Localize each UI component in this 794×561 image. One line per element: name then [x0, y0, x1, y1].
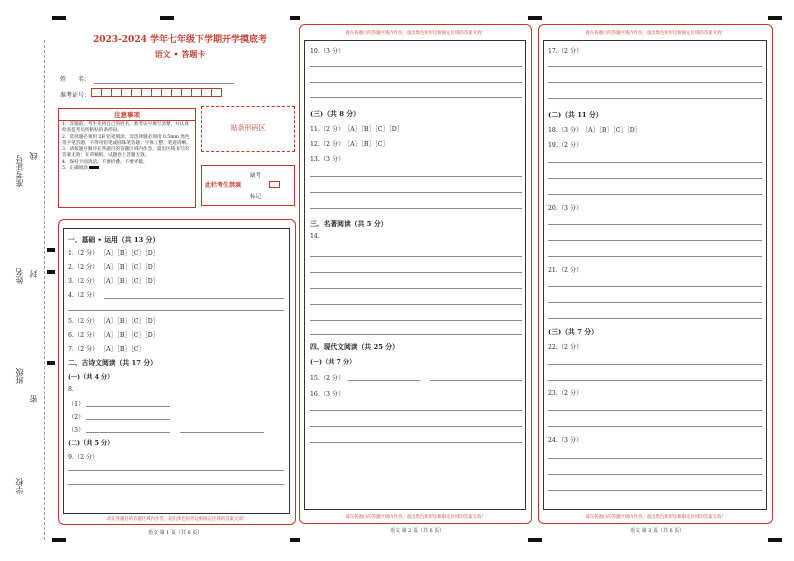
- alignment-mark: [52, 16, 66, 20]
- answer-line[interactable]: [548, 178, 762, 179]
- side-label-seal: 封: [29, 270, 38, 278]
- section-1-title: 一、基础 • 运用（共 13 分）: [68, 236, 160, 244]
- q8-1-label: （1）: [68, 401, 85, 408]
- answer-line[interactable]: [548, 224, 762, 225]
- page-footer-2: 语文 第 2 页（共 6 页）: [390, 528, 445, 534]
- q18-options[interactable]: ［A］［B］［C］［D］: [582, 127, 641, 134]
- q1-options[interactable]: ［A］［B］［C］［D］: [100, 250, 159, 257]
- q8-2-label: （2）: [68, 414, 85, 421]
- answer-line[interactable]: [548, 380, 762, 381]
- exam-title: 2023-2024 学年七年级下学期开学摸底考: [93, 35, 267, 45]
- page-footer-3: 语文 第 3 页（共 6 页）: [630, 528, 685, 534]
- area-notice: 请在各题目的答题区域内作答，超出黑色矩形边框限定区域的答案无效！: [585, 515, 726, 520]
- absent-text-2: 标记: [250, 194, 262, 200]
- absent-text-1: 缺考: [250, 173, 262, 179]
- alignment-mark: [528, 538, 542, 542]
- answer-line[interactable]: [310, 272, 522, 273]
- answer-line[interactable]: [548, 240, 762, 241]
- answer-line[interactable]: [548, 458, 762, 459]
- q2-label: 2.（2 分）: [68, 264, 99, 271]
- subsection-right-2-title: (二)（共 11 分）: [548, 111, 603, 119]
- answer-line[interactable]: [548, 98, 762, 99]
- alignment-mark: [160, 16, 174, 20]
- answer-line[interactable]: [548, 490, 762, 491]
- answer-line[interactable]: [310, 208, 522, 209]
- answer-line[interactable]: [68, 310, 284, 311]
- q5-options[interactable]: ［A］［B］［C］［D］: [100, 318, 159, 325]
- q10-label: 10.（3 分）: [310, 48, 345, 55]
- q12-options[interactable]: ［A］［B］［C］: [344, 141, 389, 148]
- subsection-2-title: (二)（共 5 分）: [68, 440, 114, 447]
- answer-line[interactable]: [86, 406, 170, 407]
- answer-line[interactable]: [548, 364, 762, 365]
- side-label-secret: 密: [29, 395, 38, 403]
- subsection-right-3-title: (三)（共 7 分）: [548, 328, 598, 336]
- area-notice-top: 请在各题目的答题区域内作答，超出黑色矩形边框限定区域的答案无效！: [585, 31, 726, 36]
- binding-line: [44, 40, 45, 540]
- answer-line[interactable]: [310, 66, 522, 67]
- alignment-mark: [528, 16, 542, 20]
- subsection-1-title: (一)（共 4 分）: [68, 374, 114, 381]
- notice-box: [58, 108, 196, 208]
- answer-line[interactable]: [548, 256, 762, 257]
- q8-3-label: （3）: [68, 427, 85, 434]
- q18-label: 18.（3 分）: [548, 127, 583, 134]
- alignment-mark: [768, 16, 782, 20]
- q1-label: 1.（2 分）: [68, 250, 99, 257]
- page-footer-1: 语文 第 1 页（共 6 页）: [148, 530, 203, 536]
- notice-item: 3．请按题号顺序在各题目的答题区域内作答，超出区域书写的答案无效；在草稿纸、试题卷上答题无效。: [62, 147, 189, 159]
- section-3-title: 三、名著阅读（共 5 分）: [310, 220, 388, 228]
- answer-line[interactable]: [548, 474, 762, 475]
- q11-label: 11.（2 分）: [310, 126, 345, 133]
- notice-item-5: 5．正确填涂: [62, 166, 88, 172]
- answer-line[interactable]: [68, 484, 284, 485]
- answer-line[interactable]: [310, 426, 522, 427]
- q15-label: 15.（2 分）: [310, 375, 345, 382]
- q3-label: 3.（2 分）: [68, 278, 99, 285]
- notice-item: [59, 166, 195, 172]
- q22-label: 22.（2 分）: [548, 344, 583, 351]
- filled-sample: [89, 166, 99, 169]
- answer-line[interactable]: [310, 304, 522, 305]
- name-label: 姓 名：: [60, 76, 91, 83]
- q7-label: 7.（2 分）: [68, 346, 99, 353]
- answer-line[interactable]: [310, 334, 522, 335]
- answer-line[interactable]: [430, 380, 522, 381]
- q9-label: 9.（2 分）: [68, 454, 99, 461]
- side-label-name: 姓名: [15, 268, 24, 284]
- q13-label: 13.（3 分）: [310, 156, 345, 163]
- notice-item: 1．答题前，考生先将自己的姓名，准考证号填写清楚，并认真检查监考员所粘贴的条形码。: [62, 122, 189, 134]
- answer-line[interactable]: [548, 410, 762, 411]
- answer-line[interactable]: [548, 286, 762, 287]
- answer-line[interactable]: [548, 82, 762, 83]
- answer-line[interactable]: [310, 320, 522, 321]
- section-2-title: 二、古诗文阅读（共 17 分）: [68, 359, 157, 367]
- answer-line[interactable]: [548, 426, 762, 427]
- q2-options[interactable]: ［A］［B］［C］［D］: [100, 264, 159, 271]
- answer-line[interactable]: [310, 97, 522, 98]
- alignment-mark: [290, 538, 300, 542]
- alignment-mark: [47, 270, 55, 274]
- q6-label: 6.（2 分）: [68, 332, 99, 339]
- answer-line[interactable]: [310, 192, 522, 193]
- q6-options[interactable]: ［A］［B］［C］［D］: [100, 332, 159, 339]
- id-label: 准考证号：: [60, 92, 91, 99]
- q14-label: 14.: [310, 233, 320, 240]
- exam-subtitle: 语文 • 答题卡: [154, 49, 206, 59]
- name-field[interactable]: [94, 83, 234, 84]
- q16-label: 16.（3 分）: [310, 391, 345, 398]
- q19-label: 19.（2 分）: [548, 142, 583, 149]
- side-label-class: 班级: [15, 368, 24, 384]
- alignment-mark: [290, 16, 300, 20]
- q21-label: 21.（2 分）: [548, 267, 583, 274]
- q4-label: 4.（2 分）: [68, 292, 99, 299]
- answer-line[interactable]: [310, 410, 522, 411]
- section-mid-3-title: (三)（共 8 分）: [310, 110, 360, 118]
- answer-line[interactable]: [548, 302, 762, 303]
- side-label-id: 准考证号: [15, 155, 24, 187]
- q23-label: 23.（2 分）: [548, 390, 583, 397]
- answer-line[interactable]: [104, 298, 284, 299]
- answer-line[interactable]: [348, 380, 420, 381]
- absent-checkbox[interactable]: [269, 181, 280, 188]
- q12-label: 12.（2 分）: [310, 141, 345, 148]
- area-notice-top: 请在各题目的答题区域内作答，超出黑色矩形边框限定区域的答案无效！: [345, 31, 486, 36]
- q7-options[interactable]: ［A］［B］［C］: [100, 346, 145, 353]
- answer-line[interactable]: [68, 470, 284, 471]
- q17-label: 17.（2 分）: [548, 48, 583, 55]
- answer-line[interactable]: [86, 419, 170, 420]
- answer-line[interactable]: [548, 318, 762, 319]
- area-notice: 请在各题目的答题区域内作答，超出黑色矩形边框限定区域的答案无效！: [345, 515, 486, 520]
- answer-line[interactable]: [548, 162, 762, 163]
- q3-options[interactable]: ［A］［B］［C］［D］: [100, 278, 159, 285]
- subsection-mid-1-title: (一)（共 7 分）: [310, 359, 356, 366]
- answer-line[interactable]: [310, 256, 522, 257]
- q24-label: 24.（3 分）: [548, 437, 583, 444]
- alignment-mark: [47, 248, 55, 252]
- answer-line[interactable]: [548, 194, 762, 195]
- answer-line[interactable]: [86, 432, 170, 433]
- id-boxes[interactable]: [92, 88, 222, 97]
- side-label-school: 学校: [15, 478, 24, 494]
- q8-label: 8.: [68, 386, 74, 393]
- answer-line[interactable]: [310, 442, 522, 443]
- alignment-mark: [52, 538, 66, 542]
- answer-line[interactable]: [548, 66, 762, 67]
- answer-line[interactable]: [310, 82, 522, 83]
- notice-item: 2．选择题必须用 2B 铅笔填涂；非选择题必须用 0.5mm 黑色签字笔答题，不得用铅笔或圆珠笔答题；字体工整、笔迹清晰。: [62, 134, 191, 146]
- absent-mark-label: 此栏考生禁填: [205, 182, 242, 189]
- q5-label: 5.（2 分）: [68, 318, 99, 325]
- answer-line[interactable]: [310, 176, 522, 177]
- alignment-mark: [768, 538, 782, 542]
- answer-line[interactable]: [310, 288, 522, 289]
- side-label-line: 线: [29, 152, 38, 160]
- notice-item: 4．保持卡面清洁，不要折叠、不要弄破。: [62, 159, 148, 165]
- notice-title: 注意事项: [59, 109, 195, 121]
- section-4-title: 四、现代文阅读（共 25 分）: [310, 343, 399, 351]
- q20-label: 20.（3 分）: [548, 205, 583, 212]
- alignment-mark: [47, 361, 55, 365]
- q11-options[interactable]: ［A］［B］［C］［D］: [344, 126, 403, 133]
- barcode-label: 贴条形码区: [230, 124, 266, 132]
- area-notice: 请在各题目的答题区域内作答，超出黑色矩形边框限定区域的答案无效！: [106, 517, 248, 522]
- answer-line[interactable]: [180, 432, 264, 433]
